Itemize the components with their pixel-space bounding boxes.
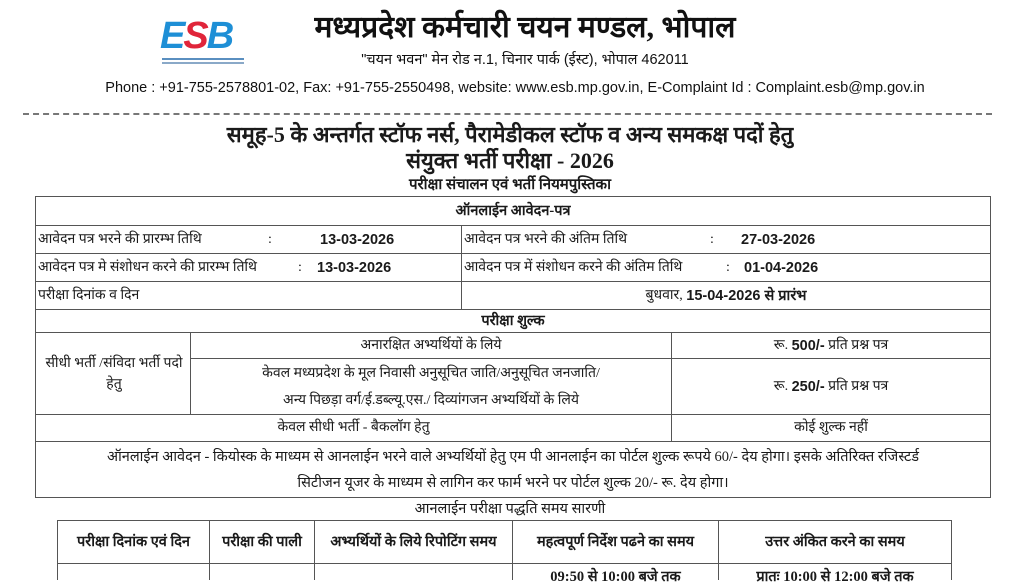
esb-logo-letters: ESB [160, 15, 233, 57]
column-header-answer-time: उत्तर अंकित करने का समय [765, 534, 905, 550]
table-border [951, 520, 952, 580]
colon: : [298, 259, 302, 275]
colon: : [710, 231, 714, 247]
organization-address: "चयन भवन" मेन रोड न.1, चिनार पार्क (ईस्ट), भोपाल 462011 [361, 52, 689, 68]
fee-category-label: सीधी भर्ती /संविदा भर्ती पदो हेतु [45, 355, 183, 392]
correction-start-label: आवेदन पत्र मे संशोधन करने की प्रारम्भ तिथि [38, 259, 258, 275]
document-subtitle: संयुक्त भर्ती परीक्षा - 2026 [406, 148, 614, 173]
application-start-label: आवेदन पत्र भरने की प्रारम्भ तिथि [38, 231, 202, 247]
application-end-date: 27-03-2026 [741, 231, 816, 248]
fee-reserved-label [191, 359, 671, 414]
fee-reserved-line2: अन्य पिछड़ा वर्ग/ई.डब्ल्यू.एस./ दिव्यांगजन अभ्यर्थियों के लिये [283, 392, 579, 408]
header-divider [23, 113, 992, 115]
contact-info: Phone : +91-755-2578801-02, Fax: +91-755-2550498, website: www.esb.mp.gov.in, E-Complaint Id : Complaint.esb@mp.gov.in [105, 80, 925, 96]
portal-fee-note [38, 443, 988, 496]
application-start-date: 13-03-2026 [320, 231, 395, 248]
fee-unreserved-amount [672, 333, 990, 358]
portal-fee-note-line2: सिटीजन यूजर के माध्यम से लागिन कर फार्म भरने पर पोर्टल शुल्क 20/- रू. देय होगा। [297, 474, 729, 491]
answer-time-value: प्रातः 10:00 से 12:00 बजे तक [756, 569, 914, 585]
portal-fee-note-line1: ऑनलाईन आवेदन - कियोस्क के माध्यम से आनलाईन भरने वाले अभ्यर्थियों हेतु एम पी आनलाईन का पोर्टल शुल्क रूपये 60/- देय होगा। इसके अतिरिक्त रजिस्टर्ड [106, 448, 920, 465]
fee-reserved-amount [672, 359, 990, 414]
exam-start-date: 15-04-2026 से प्रारंभ [686, 287, 807, 304]
backlog-label: केवल सीधी भर्ती - बैकलॉग हेतु [277, 420, 430, 435]
fee-reserved-line1: केवल मध्यप्रदेश के मूल निवासी अनुसूचित जाति/अनुसूचित जनजाति/ [262, 365, 600, 381]
correction-start-date: 13-03-2026 [317, 259, 392, 276]
organization-title: मध्यप्रदेश कर्मचारी चयन मण्डल, भोपाल [314, 11, 736, 44]
fee-amount: 500/- [791, 337, 825, 354]
schedule-caption: आनलाईन परीक्षा पद्धति समय सारणी [414, 501, 606, 517]
exam-date-value [462, 282, 990, 309]
logo-tagline-bar [162, 58, 244, 60]
correction-end-date: 01-04-2026 [744, 259, 819, 276]
colon: : [268, 231, 272, 247]
fee-amount: 250/- [791, 378, 825, 395]
column-header-shift: परीक्षा की पाली [222, 534, 302, 550]
table-border [35, 497, 991, 498]
table-rule [35, 441, 991, 442]
document-caption: परीक्षा संचालन एवं भर्ती नियमपुस्तिका [409, 177, 611, 193]
fee-suffix: प्रति प्रश्न पत्र [828, 337, 889, 353]
instruction-time-value: 09:50 से 10:00 बजे तक [550, 569, 681, 585]
table-border [35, 196, 36, 498]
fee-suffix: प्रति प्रश्न पत्र [828, 378, 889, 394]
column-header-instruction-time: महत्वपूर्ण निर्देश पढने का समय [536, 534, 695, 550]
colon: : [726, 259, 730, 275]
document-title: समूह-5 के अन्तर्गत स्टॉफ नर्स, पैरामेडीकल स्टॉफ व अन्य समकक्ष पदों हेतु [226, 122, 794, 147]
backlog-fee: कोई शुल्क नहीं [794, 420, 868, 435]
application-end-label: आवेदन पत्र भरने की अंतिम तिथि [464, 231, 628, 247]
exam-date-label: परीक्षा दिनांक व दिन [38, 287, 140, 303]
column-header-reporting-time: अभ्यर्थियों के लिये रिपोटिंग समय [330, 534, 497, 550]
esb-logo [160, 16, 246, 66]
table-rule [57, 563, 952, 564]
online-form-heading: ऑनलाईन आवेदन-पत्र [455, 203, 571, 219]
table-border [990, 196, 991, 498]
exam-fee-heading: परीक्षा शुल्क [481, 313, 545, 329]
exam-day: बुधवार, [645, 287, 683, 303]
rupee-prefix: रू. [773, 378, 789, 394]
logo-tagline-bar [162, 62, 244, 64]
correction-end-label: आवेदन पत्र में संशोधन करने की अंतिम तिथि [464, 259, 683, 275]
column-header-exam-date: परीक्षा दिनांक एवं दिन [77, 534, 190, 550]
rupee-prefix: रू. [773, 337, 789, 353]
fee-unreserved-label: अनारक्षित अभ्यर्थियों के लिये [360, 337, 502, 353]
